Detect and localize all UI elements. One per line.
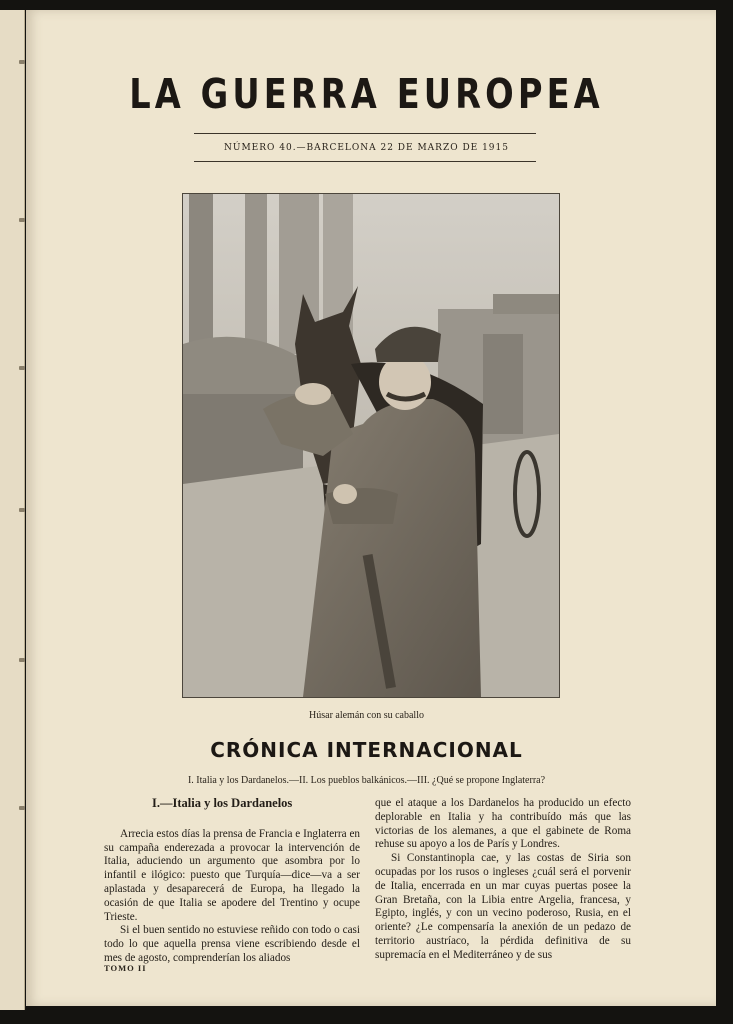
volume-label: TOMO II <box>104 963 147 973</box>
issue-line: NÚMERO 40.—BARCELONA 22 DE MARZO DE 1915 <box>223 143 509 153</box>
binding-stitch <box>19 60 25 64</box>
article-summary: I. Italia y los Dardanelos.—II. Los pueblos balkánicos.—III. ¿Qué se propone Inglaterra? <box>187 775 546 786</box>
binding-stitch <box>19 366 25 370</box>
photo-illustration <box>183 194 559 697</box>
masthead-title: LA GUERRA EUROPEA <box>129 70 604 118</box>
paragraph: Arrecia estos días la prensa de Francia e Inglaterra en su campaña enderezada a provocar la intervención de Italia, aduciendo un argumento que asombra por lo infantil e ilógico: puesto que Turquía—dice—va a ser aplastada y desaparecerá de Europa, ha llegado la ocasión de que Italia se apodere del Trentino y ocupe Trieste. <box>104 827 360 923</box>
binding-stitch <box>19 806 25 810</box>
section-heading: I.—Italia y los Dardanelos <box>152 796 293 810</box>
column-left <box>104 797 360 966</box>
binding-stitch <box>19 508 25 512</box>
binding-stitch <box>19 658 25 662</box>
photo-caption: Húsar alemán con su caballo <box>309 710 424 721</box>
rule-top <box>194 133 536 134</box>
paragraph: Si Constantinopla cae, y las costas de Siria son ocupadas por los rusos o ingleses ¿cuál será el porvenir de Italia, encerrada en un mar cuyas puertas posee la Gran Bretaña, con la Libia entre Argelia, francesa, y Egipto, inglés, y con un vecino poderoso, Rusia, en el oriente? ¿Le compensaría la anexión de un pedazo de territorio austríaco, la pérdida definitiva de su supremacía en el Mediterráneo y de sus <box>375 852 631 961</box>
article-title: CRÓNICA INTERNACIONAL <box>210 738 523 762</box>
paragraph: Si el buen sentido no estuviese reñido con todo o casi todo lo que aquella prensa viene escribiendo desde el mes de agosto, comprenderían los aliados <box>104 924 360 964</box>
paragraph: que el ataque a los Dardanelos ha producido un efecto deplorable en Italia y ha contribuído más que las victorias de los alemanes, a que el gabinete de Roma rehuse su apoyo a los de París y Londres. <box>375 797 631 851</box>
rule-bottom <box>194 161 536 162</box>
photo-hussar-with-horse <box>182 193 560 698</box>
binding-stitch <box>19 218 25 222</box>
column-right <box>375 797 631 963</box>
